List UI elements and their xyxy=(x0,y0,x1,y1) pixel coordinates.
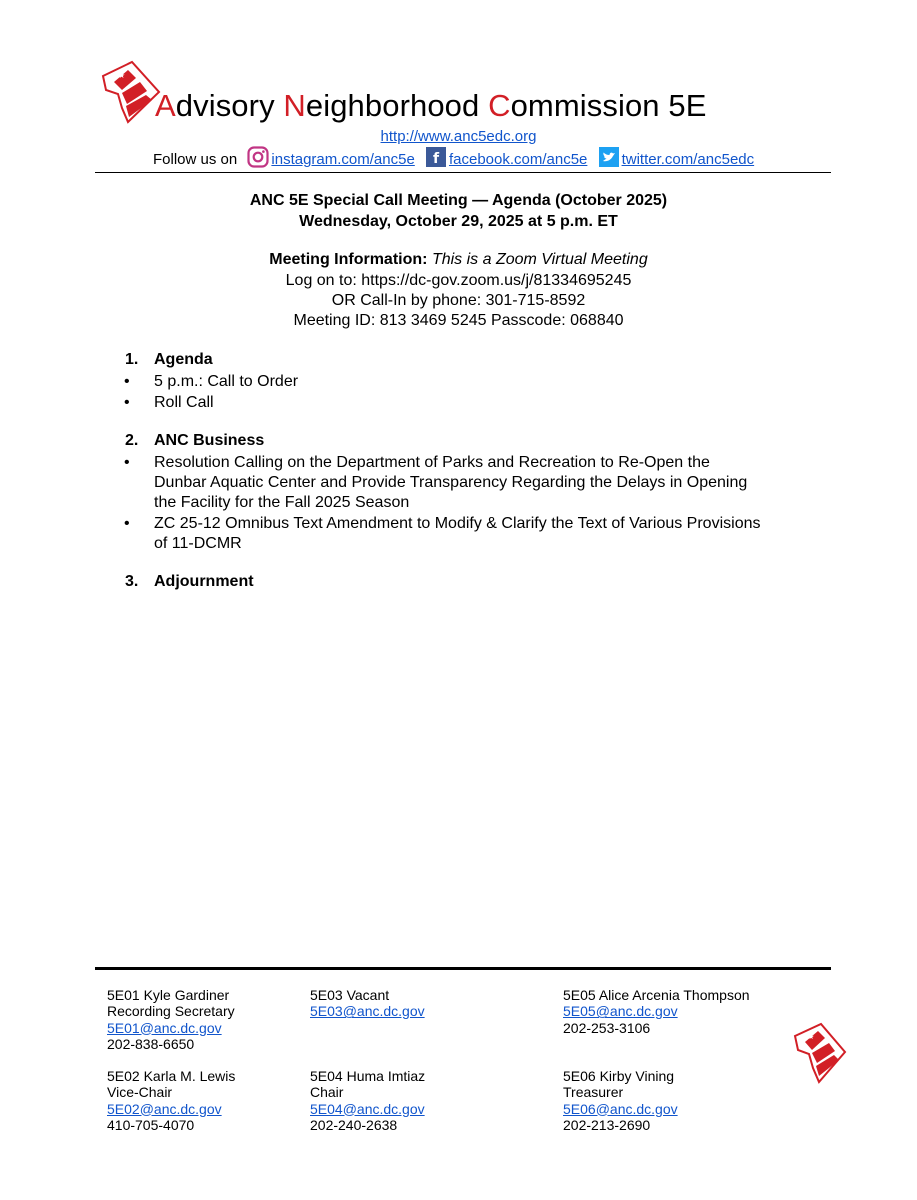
website-link[interactable]: http://www.anc5edc.org xyxy=(380,128,537,145)
call-in-line: OR Call-In by phone: 301-715-8592 xyxy=(331,292,586,309)
svg-text:★: ★ xyxy=(808,1033,815,1041)
commissioner-role: Vice-Chair xyxy=(107,1084,173,1101)
commissioner-card xyxy=(107,1068,235,1133)
meeting-info-label: Meeting Information: xyxy=(269,251,428,268)
commissioner-name: 5E04 Huma Imtiaz xyxy=(310,1068,426,1084)
commissioner-email[interactable]: 5E02@anc.dc.gov xyxy=(107,1100,222,1117)
commissioner-name: 5E03 Vacant xyxy=(310,987,390,1003)
dc-flag-logo xyxy=(100,60,162,126)
section-heading: 3. Adjournment xyxy=(125,573,254,590)
list-item: • Roll Call xyxy=(124,394,214,411)
svg-text:f: f xyxy=(432,151,440,167)
commissioner-email[interactable]: 5E03@anc.dc.gov xyxy=(310,1003,425,1020)
zoom-link-line: Log on to: https://dc-gov.zoom.us/j/81334695245 xyxy=(285,272,632,289)
follow-label: Follow us on xyxy=(153,151,238,168)
facebook-icon xyxy=(425,146,447,168)
svg-text:★: ★ xyxy=(118,71,126,80)
commissioner-role: Treasurer xyxy=(563,1084,624,1101)
meeting-info-value: This is a Zoom Virtual Meeting xyxy=(431,251,648,268)
twitter-link-group[interactable] xyxy=(598,146,755,168)
commissioner-name: 5E05 Alice Arcenia Thompson xyxy=(563,987,750,1003)
list-item: • Resolution Calling on the Department of Parks and Recreation to Re-Open the Dunbar Aquatic Center and Provide Transparency Regarding the Delays in Opening the Facility for the Fall 2025 Season xyxy=(124,454,748,511)
commissioner-card xyxy=(563,987,750,1036)
meeting-id-line: Meeting ID: 813 3469 5245 Passcode: 068840 xyxy=(293,312,624,329)
twitter-icon xyxy=(598,146,620,168)
social-links xyxy=(153,146,754,172)
commissioner-phone: 202-213-2690 xyxy=(563,1116,651,1133)
commissioner-phone: 202-838-6650 xyxy=(107,1035,195,1052)
commissioner-email[interactable]: 5E04@anc.dc.gov xyxy=(310,1100,425,1117)
commissioner-phone: 410-705-4070 xyxy=(107,1116,195,1133)
commissioner-email[interactable]: 5E01@anc.dc.gov xyxy=(107,1019,222,1036)
section-heading: 2. ANC Business xyxy=(125,432,265,449)
commissioner-phone: 202-253-3106 xyxy=(563,1019,651,1036)
header-divider xyxy=(95,172,831,173)
section-heading: 1. Agenda xyxy=(125,351,213,368)
instagram-link-group[interactable] xyxy=(247,146,414,168)
commissioner-name: 5E02 Karla M. Lewis xyxy=(107,1068,236,1084)
commissioner-role: Chair xyxy=(310,1084,344,1101)
meeting-date: Wednesday, October 29, 2025 at 5 p.m. ET xyxy=(299,213,618,230)
commissioner-email[interactable]: 5E06@anc.dc.gov xyxy=(563,1100,678,1117)
instagram-icon xyxy=(247,146,269,168)
commissioner-phone: 202-240-2638 xyxy=(310,1116,398,1133)
dc-flag-logo xyxy=(793,1022,847,1086)
facebook-link[interactable]: facebook.com/anc5e xyxy=(448,151,588,168)
commissioner-email[interactable]: 5E05@anc.dc.gov xyxy=(563,1003,678,1020)
meeting-info xyxy=(0,251,917,269)
commissioner-card xyxy=(310,1068,425,1133)
website-row xyxy=(0,128,917,145)
instagram-link[interactable]: instagram.com/anc5e xyxy=(271,151,415,168)
commissioner-name: 5E06 Kirby Vining xyxy=(563,1068,675,1084)
org-title: Advisory Neighborhood Commission 5E xyxy=(155,88,707,123)
list-item: • ZC 25-12 Omnibus Text Amendment to Modify & Clarify the Text of Various Provisions of 11-DCMR xyxy=(124,515,761,552)
commissioner-card xyxy=(310,987,425,1020)
list-item: • 5 p.m.: Call to Order xyxy=(124,373,299,390)
meeting-title: ANC 5E Special Call Meeting — Agenda (October 2025) xyxy=(249,192,668,209)
commissioner-name: 5E01 Kyle Gardiner xyxy=(107,987,230,1003)
facebook-link-group[interactable] xyxy=(425,146,587,168)
twitter-link[interactable]: twitter.com/anc5edc xyxy=(621,151,755,168)
commissioner-role: Recording Secretary xyxy=(107,1003,235,1020)
commissioner-card xyxy=(563,1068,678,1133)
footer-divider xyxy=(95,967,831,970)
commissioner-card xyxy=(107,987,235,1052)
